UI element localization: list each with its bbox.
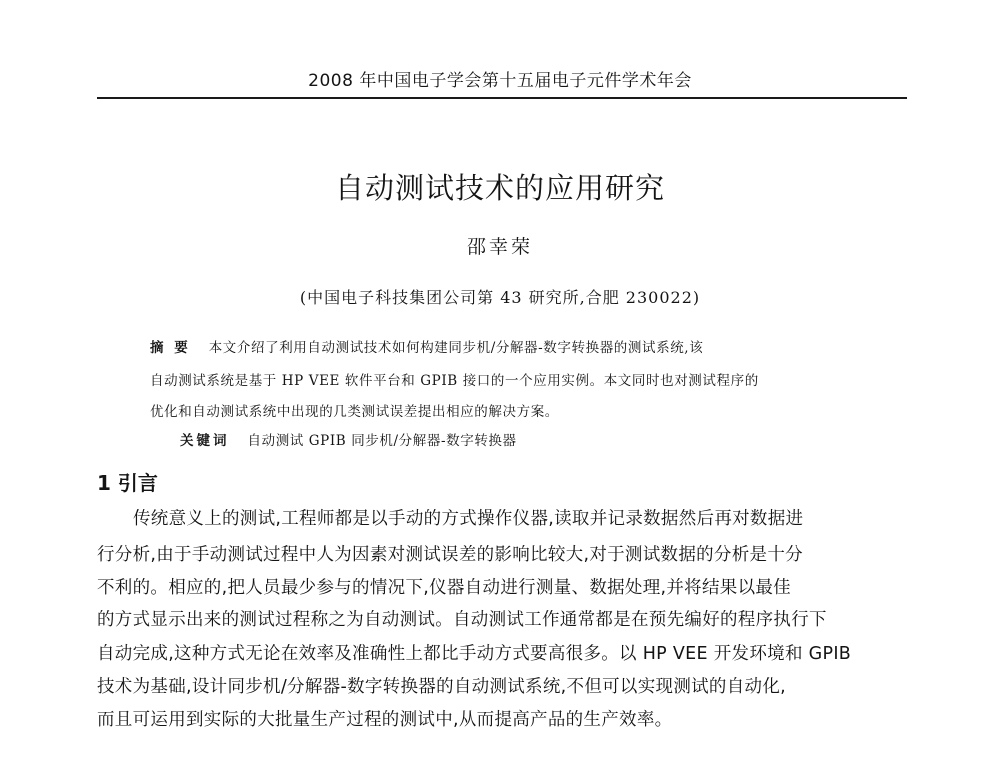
header-rule (97, 97, 907, 99)
abstract-line-1 (150, 336, 703, 356)
abstract-line-3: 优化和自动测试系统中出现的几类测试误差提出相应的解决方案。 (150, 404, 559, 420)
body-paragraph-line: 的方式显示出来的测试过程称之为自动测试。自动测试工作通常都是在预先编好的程序执行下 (97, 610, 827, 630)
section-heading: 1 引言 (97, 471, 158, 495)
abstract-text: 本文介绍了利用自动测试技术如何构建同步机/分解器-数字转换器的测试系统,该 (208, 340, 704, 356)
keywords-text: 自动测试 GPIB 同步机/分解器-数字转换器 (247, 433, 517, 449)
author-affiliation: (中国电子科技集团公司第 43 研究所,合肥 230022) (299, 288, 701, 307)
paper-title: 自动测试技术的应用研究 (334, 171, 665, 205)
body-paragraph-line: 而且可运用到实际的大批量生产过程的测试中,从而提高产品的生产效率。 (97, 710, 673, 730)
abstract-label: 摘 要 (150, 340, 191, 356)
keywords-line (180, 429, 517, 449)
body-paragraph-line: 自动完成,这种方式无论在效率及准确性上都比手动方式要高很多。以 HP VEE 开发环境和 GPIB (97, 644, 852, 664)
body-paragraph-line: 行分析,由于手动测试过程中人为因素对测试误差的影响比较大,对于测试数据的分析是十分 (97, 545, 803, 565)
body-paragraph-line: 不利的。相应的,把人员最少参与的情况下,仪器自动进行测量、数据处理,并将结果以最佳 (97, 578, 791, 598)
keywords-label: 关键词 (180, 433, 230, 449)
body-paragraph-line: 传统意义上的测试,工程师都是以手动的方式操作仪器,读取并记录数据然后再对数据进 (133, 509, 804, 529)
author-name: 邵幸荣 (466, 236, 533, 258)
running-header: 2008 年中国电子学会第十五届电子元件学术年会 (308, 71, 692, 91)
abstract-line-2: 自动测试系统是基于 HP VEE 软件平台和 GPIB 接口的一个应用实例。本文同时也对测试程序的 (150, 373, 759, 389)
body-paragraph-line: 技术为基础,设计同步机/分解器-数字转换器的自动测试系统,不但可以实现测试的自动化, (97, 677, 786, 697)
